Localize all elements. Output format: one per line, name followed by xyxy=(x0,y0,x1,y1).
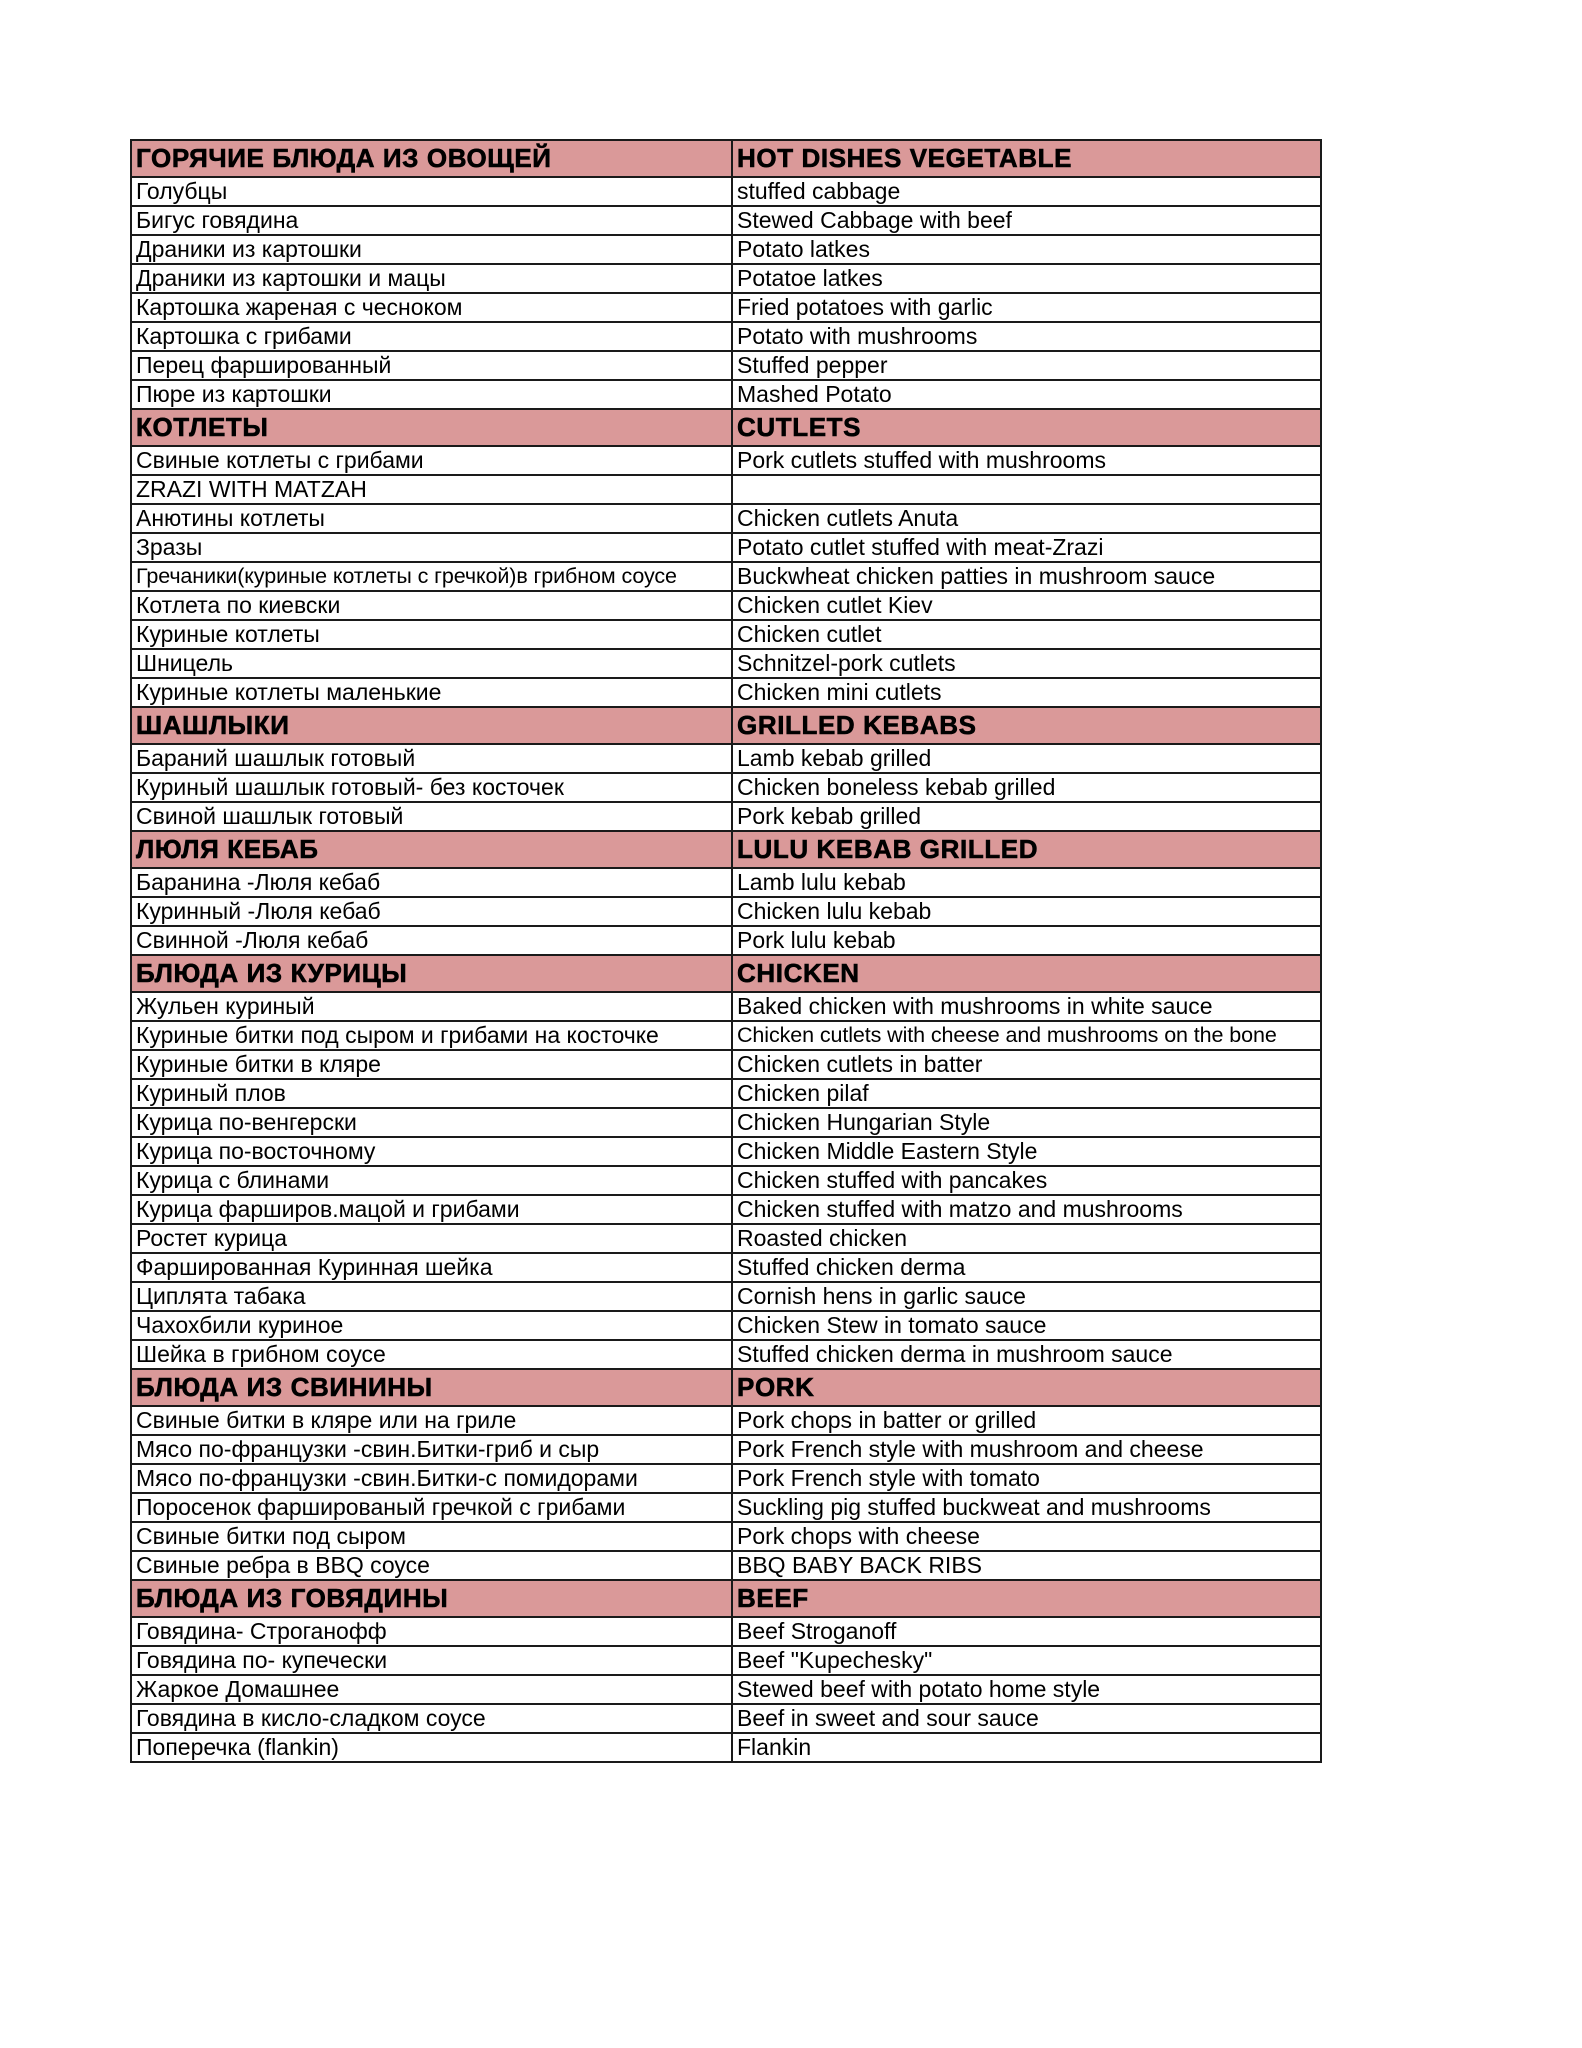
table-row xyxy=(131,206,1321,235)
dish-name-ru: Бигус говядина xyxy=(131,206,732,235)
dish-name-en: Potato with mushrooms xyxy=(732,322,1321,351)
dish-name-en: Chicken mini cutlets xyxy=(732,678,1321,707)
dish-name-en: Chicken lulu kebab xyxy=(732,897,1321,926)
dish-name-en: BBQ BABY BACK RIBS xyxy=(732,1551,1321,1580)
table-row xyxy=(131,992,1321,1021)
dish-name-en: Chicken cutlet Kiev xyxy=(732,591,1321,620)
dish-name-en: Pork chops in batter or grilled xyxy=(732,1406,1321,1435)
dish-name-en: Lamb kebab grilled xyxy=(732,744,1321,773)
dish-name-ru: Поперечка (flankin) xyxy=(131,1733,732,1762)
dish-name-ru: Куриные котлеты маленькие xyxy=(131,678,732,707)
dish-name-ru: Поросенок фаршированый гречкой с грибами xyxy=(131,1493,732,1522)
dish-name-ru: Шницель xyxy=(131,649,732,678)
dish-name-ru: Жульен куриный xyxy=(131,992,732,1021)
table-row xyxy=(131,380,1321,409)
dish-name-ru: Свиные котлеты с грибами xyxy=(131,446,732,475)
table-row xyxy=(131,1137,1321,1166)
menu-table-body xyxy=(131,140,1321,1762)
section-title-ru: БЛЮДА ИЗ ГОВЯДИНЫ xyxy=(131,1580,732,1617)
table-row xyxy=(131,744,1321,773)
dish-name-ru: Свиные битки в кляре или на гриле xyxy=(131,1406,732,1435)
section-header-row xyxy=(131,1580,1321,1617)
table-row xyxy=(131,1704,1321,1733)
dish-name-en: Chicken Stew in tomato sauce xyxy=(732,1311,1321,1340)
section-title-ru: ЛЮЛЯ КЕБАБ xyxy=(131,831,732,868)
dish-name-en: Chicken cutlets with cheese and mushrooms on the bone xyxy=(732,1021,1321,1050)
dish-name-ru: Ростет курица xyxy=(131,1224,732,1253)
dish-name-ru: Гречаники(куриные котлеты с гречкой)в грибном соусе xyxy=(131,562,732,591)
table-row xyxy=(131,1282,1321,1311)
dish-name-en: Beef "Kupechesky" xyxy=(732,1646,1321,1675)
table-row xyxy=(131,322,1321,351)
dish-name-ru: Говядина по- купечески xyxy=(131,1646,732,1675)
dish-name-ru: Жаркое Домашнее xyxy=(131,1675,732,1704)
dish-name-en: Chicken stuffed with matzo and mushrooms xyxy=(732,1195,1321,1224)
dish-name-ru: Свиной шашлык готовый xyxy=(131,802,732,831)
dish-name-en: Chicken boneless kebab grilled xyxy=(732,773,1321,802)
table-row xyxy=(131,446,1321,475)
dish-name-en: Beef in sweet and sour sauce xyxy=(732,1704,1321,1733)
section-header-row xyxy=(131,955,1321,992)
table-row xyxy=(131,1224,1321,1253)
dish-name-en: Stewed beef with potato home style xyxy=(732,1675,1321,1704)
table-row xyxy=(131,1050,1321,1079)
section-title-ru: БЛЮДА ИЗ КУРИЦЫ xyxy=(131,955,732,992)
dish-name-ru: Картошка жареная с чесноком xyxy=(131,293,732,322)
table-row xyxy=(131,235,1321,264)
table-row xyxy=(131,591,1321,620)
dish-name-ru: Курица по-восточному xyxy=(131,1137,732,1166)
dish-name-en: Chicken cutlet xyxy=(732,620,1321,649)
table-row xyxy=(131,1435,1321,1464)
dish-name-en: Buckwheat chicken patties in mushroom sauce xyxy=(732,562,1321,591)
section-header-row xyxy=(131,140,1321,177)
table-row xyxy=(131,1311,1321,1340)
table-row xyxy=(131,773,1321,802)
section-header-row xyxy=(131,409,1321,446)
dish-name-en: Chicken stuffed with pancakes xyxy=(732,1166,1321,1195)
dish-name-ru: Пюре из картошки xyxy=(131,380,732,409)
dish-name-ru: Куриные битки в кляре xyxy=(131,1050,732,1079)
table-row xyxy=(131,1733,1321,1762)
dish-name-ru: Фаршированная Куринная шейка xyxy=(131,1253,732,1282)
dish-name-en: Lamb lulu kebab xyxy=(732,868,1321,897)
dish-name-ru: Перец фаршированный xyxy=(131,351,732,380)
dish-name-en: Pork French style with mushroom and cheese xyxy=(732,1435,1321,1464)
dish-name-en: Potatoe latkes xyxy=(732,264,1321,293)
table-row xyxy=(131,562,1321,591)
dish-name-ru: Драники из картошки и мацы xyxy=(131,264,732,293)
dish-name-ru: Бараний шашлык готовый xyxy=(131,744,732,773)
dish-name-en: Baked chicken with mushrooms in white sauce xyxy=(732,992,1321,1021)
section-title-en: CHICKEN xyxy=(732,955,1321,992)
table-row xyxy=(131,1021,1321,1050)
table-row xyxy=(131,1493,1321,1522)
table-row xyxy=(131,293,1321,322)
section-title-ru: КОТЛЕТЫ xyxy=(131,409,732,446)
dish-name-ru: Котлета по киевски xyxy=(131,591,732,620)
table-row xyxy=(131,1551,1321,1580)
table-row xyxy=(131,504,1321,533)
section-header-row xyxy=(131,707,1321,744)
table-row xyxy=(131,1195,1321,1224)
dish-name-en: Stuffed chicken derma in mushroom sauce xyxy=(732,1340,1321,1369)
table-row xyxy=(131,1079,1321,1108)
dish-name-ru: Шейка в грибном соусе xyxy=(131,1340,732,1369)
section-title-en: GRILLED KEBABS xyxy=(732,707,1321,744)
dish-name-en: Roasted chicken xyxy=(732,1224,1321,1253)
table-row xyxy=(131,533,1321,562)
dish-name-ru: ZRAZI WITH MATZAH xyxy=(131,475,732,504)
dish-name-en: Potato cutlet stuffed with meat-Zrazi xyxy=(732,533,1321,562)
table-row xyxy=(131,897,1321,926)
table-row xyxy=(131,802,1321,831)
dish-name-ru: Курица с блинами xyxy=(131,1166,732,1195)
table-row xyxy=(131,1253,1321,1282)
dish-name-en: Stewed Cabbage with beef xyxy=(732,206,1321,235)
dish-name-en: Mashed Potato xyxy=(732,380,1321,409)
section-title-en: PORK xyxy=(732,1369,1321,1406)
dish-name-en: Stuffed chicken derma xyxy=(732,1253,1321,1282)
dish-name-ru: Куриные котлеты xyxy=(131,620,732,649)
dish-name-en: Pork lulu kebab xyxy=(732,926,1321,955)
dish-name-en xyxy=(732,475,1321,504)
table-row xyxy=(131,1340,1321,1369)
table-row xyxy=(131,1646,1321,1675)
table-row xyxy=(131,177,1321,206)
dish-name-ru: Куринный -Люля кебаб xyxy=(131,897,732,926)
dish-name-ru: Циплята табака xyxy=(131,1282,732,1311)
table-row xyxy=(131,1406,1321,1435)
dish-name-ru: Драники из картошки xyxy=(131,235,732,264)
dish-name-en: Pork kebab grilled xyxy=(732,802,1321,831)
dish-name-en: Pork chops with cheese xyxy=(732,1522,1321,1551)
dish-name-en: Chicken cutlets Anuta xyxy=(732,504,1321,533)
dish-name-en: Chicken cutlets in batter xyxy=(732,1050,1321,1079)
menu-table xyxy=(130,139,1322,1763)
dish-name-ru: Анютины котлеты xyxy=(131,504,732,533)
table-row xyxy=(131,1522,1321,1551)
section-title-ru: ГОРЯЧИЕ БЛЮДА ИЗ ОВОЩЕЙ xyxy=(131,140,732,177)
dish-name-en: Chicken Hungarian Style xyxy=(732,1108,1321,1137)
dish-name-en: Chicken pilaf xyxy=(732,1079,1321,1108)
dish-name-ru: Курица по-венгерски xyxy=(131,1108,732,1137)
dish-name-en: Flankin xyxy=(732,1733,1321,1762)
dish-name-en: Cornish hens in garlic sauce xyxy=(732,1282,1321,1311)
dish-name-en: Chicken Middle Eastern Style xyxy=(732,1137,1321,1166)
table-row xyxy=(131,1675,1321,1704)
dish-name-ru: Мясо по-французки -свин.Битки-гриб и сыр xyxy=(131,1435,732,1464)
dish-name-en: Fried potatoes with garlic xyxy=(732,293,1321,322)
section-title-en: LULU KEBAB GRILLED xyxy=(732,831,1321,868)
table-row xyxy=(131,1108,1321,1137)
dish-name-ru: Куриный плов xyxy=(131,1079,732,1108)
dish-name-ru: Чахохбили куриное xyxy=(131,1311,732,1340)
dish-name-en: Beef Stroganoff xyxy=(732,1617,1321,1646)
dish-name-ru: Куриные битки под сыром и грибами на косточке xyxy=(131,1021,732,1050)
section-title-en: BEEF xyxy=(732,1580,1321,1617)
table-row xyxy=(131,475,1321,504)
dish-name-en: stuffed cabbage xyxy=(732,177,1321,206)
dish-name-ru: Картошка с грибами xyxy=(131,322,732,351)
dish-name-ru: Говядина в кисло-сладком соусе xyxy=(131,1704,732,1733)
section-title-en: CUTLETS xyxy=(732,409,1321,446)
table-row xyxy=(131,1166,1321,1195)
table-row xyxy=(131,678,1321,707)
table-row xyxy=(131,264,1321,293)
table-row xyxy=(131,1464,1321,1493)
dish-name-ru: Курица фарширов.мацой и грибами xyxy=(131,1195,732,1224)
dish-name-ru: Голубцы xyxy=(131,177,732,206)
table-row xyxy=(131,926,1321,955)
dish-name-ru: Свинной -Люля кебаб xyxy=(131,926,732,955)
dish-name-ru: Баранина -Люля кебаб xyxy=(131,868,732,897)
table-row xyxy=(131,1617,1321,1646)
table-row xyxy=(131,868,1321,897)
dish-name-ru: Зразы xyxy=(131,533,732,562)
dish-name-ru: Свиные ребра в BBQ соусе xyxy=(131,1551,732,1580)
dish-name-ru: Куриный шашлык готовый- без косточек xyxy=(131,773,732,802)
dish-name-ru: Свиные битки под сыром xyxy=(131,1522,732,1551)
dish-name-en: Pork cutlets stuffed with mushrooms xyxy=(732,446,1321,475)
dish-name-en: Pork French style with tomato xyxy=(732,1464,1321,1493)
section-title-ru: БЛЮДА ИЗ СВИНИНЫ xyxy=(131,1369,732,1406)
table-row xyxy=(131,649,1321,678)
table-row xyxy=(131,351,1321,380)
dish-name-en: Schnitzel-pork cutlets xyxy=(732,649,1321,678)
dish-name-en: Stuffed pepper xyxy=(732,351,1321,380)
dish-name-en: Suckling pig stuffed buckweat and mushrooms xyxy=(732,1493,1321,1522)
dish-name-en: Potato latkes xyxy=(732,235,1321,264)
section-title-en: HOT DISHES VEGETABLE xyxy=(732,140,1321,177)
table-row xyxy=(131,620,1321,649)
dish-name-ru: Говядина- Строганофф xyxy=(131,1617,732,1646)
section-title-ru: ШАШЛЫКИ xyxy=(131,707,732,744)
dish-name-ru: Мясо по-французки -свин.Битки-с помидорами xyxy=(131,1464,732,1493)
section-header-row xyxy=(131,831,1321,868)
section-header-row xyxy=(131,1369,1321,1406)
